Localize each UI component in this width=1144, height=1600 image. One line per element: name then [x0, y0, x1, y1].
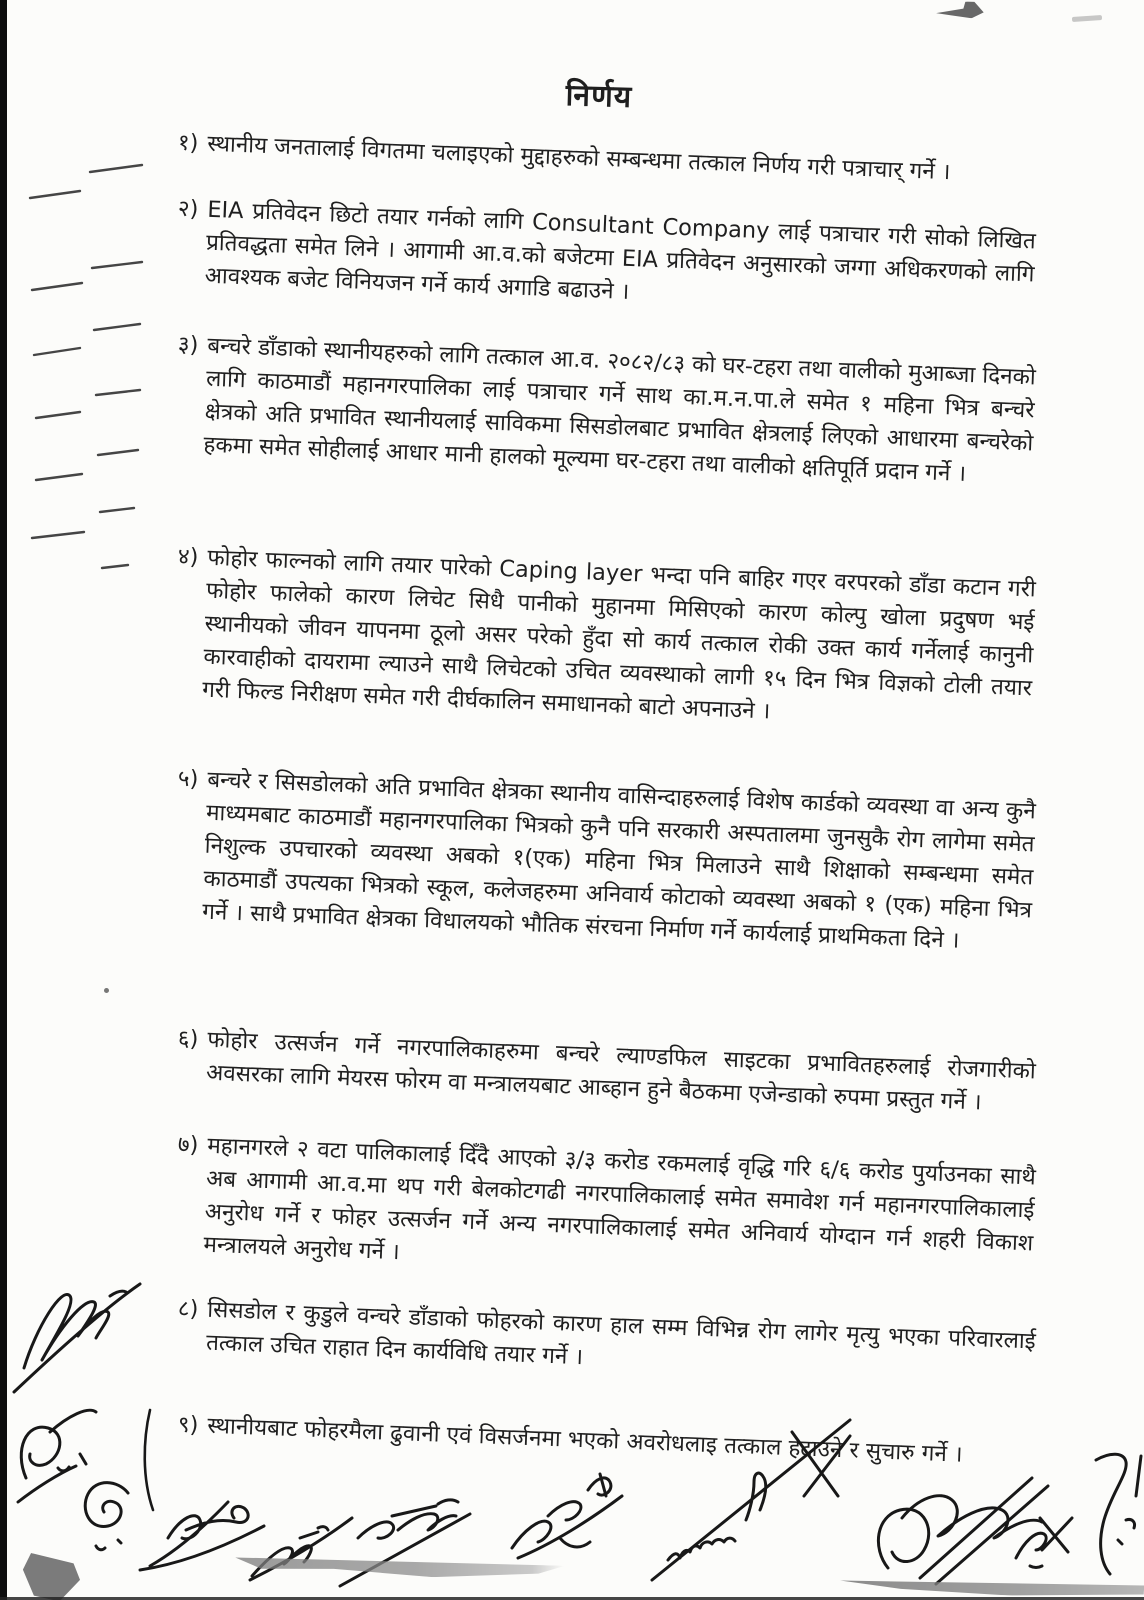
item-text: बन्चरे र सिसडोलको अति प्रभावित क्षेत्रका स्थानीय वासिन्दाहरुलाई विशेष कार्डको व्यवस्था वा अन्य कुनै माध्यमबाट काठमाडौं महानगरपालिका भित्रको कुनै पनि सरकारी अस्पतालमा जुनसुकै रोग लागेमा समेत निशुल्क उपचारको व्यवस्था अबको १(एक) महिना भित्र मिलाउने साथै शिक्षाको सम्बन्धमा समेत काठमाडौं उपत्यका भित्रको स्कूल, कलेजहरुमा अनिवार्य कोटाको व्यवस्था अबको १ (एक) महिना भित्र गर्ने । साथै प्रभावित क्षेत्रका विधालयको भौतिक संरचना निर्माण गर्ने कार्यलाई प्राथमिकता दिने ।: [201, 766, 1037, 954]
decision-item-1: [162, 126, 1037, 193]
scan-dot-artifact: [104, 988, 109, 993]
signature-4: [340, 1500, 470, 1586]
scan-edge-left: [0, 0, 7, 1600]
binding-marks: [12, 150, 162, 580]
scan-streak-left: [235, 1554, 565, 1582]
signature-margin-1: [14, 1284, 140, 1392]
item-text: महानगरले २ वटा पालिकालाई दिँदै आएको ३/३ करोड रकमलाई वृद्धि गरि ६/६ करोड पुर्याउनका साथै अब आगामी आ.व.मा थप गरी बेलकोटगढी नगरपालिकालाई समेत समावेश गर्न महानगरपालिकालाई अनुरोध गर्ने र फोहर उत्सर्जन गर्ने अन्य नगरपालिकालाई समेत अनिवार्य योग्दान गर्न शहरी विकाश मन्त्रालयले अनुरोध गर्ने ।: [203, 1132, 1037, 1266]
scan-smudge-top: [935, 0, 986, 20]
signature-pen-stroke: [145, 1410, 153, 1510]
item-text: फोहोर उत्सर्जन गर्ने नगरपालिकाहरुमा बन्चरे ल्याण्डफिल साइटका प्रभावितहरुलाई रोजगारीको अवसरका लागि मेयरस फोरम वा मन्त्रालयबाट आब्हान हुने बैठकमा एजेन्डाको रुपमा प्रस्तुत गर्ने ।: [205, 1026, 1037, 1116]
decision-item-6: [160, 1022, 1036, 1122]
signature-1: [85, 1483, 128, 1550]
item-number: २): [177, 195, 199, 223]
signature-2: [140, 1502, 264, 1570]
signature-5: [512, 1474, 622, 1558]
item-number: ७): [177, 1131, 199, 1159]
signature-margin-2: [18, 1410, 96, 1502]
decision-item-5: [157, 762, 1037, 960]
signature-7: [878, 1478, 1048, 1584]
item-number: ४): [177, 543, 199, 571]
scan-smudge-top-dash: [1072, 15, 1102, 22]
scan-smudge-blob: [19, 1552, 83, 1600]
scan-streak-right: [840, 1576, 1144, 1599]
item-text: बन्चरे डाँडाको स्थानीयहरुको लागि तत्काल आ.व. २०८२/८३ को घर-टहरा तथा वालीको मुआब्जा दिनको लागि काठमाडौं महानगरपालिका लाई पत्राचार गर्ने साथ का.म.न.पा.ले समेत १ महिना भित्र बन्चरे क्षेत्रको अति प्रभावित स्थानीयलाई साविकमा सिसडोलबाट प्रभावित क्षेत्रलाई लिएको आधारमा बन्चरेको हकमा समेत सोहीलाई आधार मानी हालको मूल्यमा घर-टहरा तथा वालीको क्षतिपूर्ति प्रदान गर्ने ।: [203, 332, 1037, 487]
item-text: स्थानीय जनतालाई विगतमा चलाइएको मुद्दाहरुको सम्बन्धमा तत्काल निर्णय गरी पत्राचार् गर्ने ।: [206, 130, 951, 186]
signature-9: [1096, 1454, 1141, 1574]
item-number: ३): [177, 331, 199, 359]
item-text: EIA प्रतिवेदन छिटो तयार गर्नको लागि Consultant Company लाई पत्राचार गरी सोको लिखित प्रतिवद्धता समेत लिने । आगामी आ.व.को बजेटमा EIA प्रतिवेदन अनुसारको जग्गा अधिकरणको लागि आवश्यक बजेट विनियजन गर्ने कार्य अगाडि बढाउने ।: [204, 196, 1037, 305]
signature-8: [1016, 1518, 1072, 1568]
decision-item-8: [160, 1292, 1036, 1392]
item-number: १): [177, 129, 199, 157]
decision-item-2: [159, 192, 1036, 324]
document-title: निर्णय: [565, 78, 633, 115]
decision-item-4: [157, 540, 1037, 738]
item-number: ८): [177, 1295, 199, 1323]
decision-item-3: [158, 328, 1036, 493]
item-number: ९): [177, 1411, 199, 1439]
item-number: ६): [177, 1025, 199, 1053]
item-text: सिसडोल र कुडुले वन्चरे डाँडाको फोहरको कारण हाल सम्म विभिन्न रोग लागेर मृत्यु भएका परिवारलाई तत्काल उचित राहात दिन कार्यविधि तयार गर्ने ।: [205, 1296, 1037, 1371]
margin-signatures: [6, 1240, 174, 1512]
item-number: ५): [177, 765, 199, 793]
item-text: स्थानीयबाट फोहरमैला ढुवानी एवं विसर्जनमा भएको अवरोधलाइ तत्काल हटाउने र सुचारु गर्ने ।: [206, 1412, 964, 1468]
signature-3: [250, 1518, 352, 1580]
item-text: फोहोर फाल्नको लागि तयार पारेको Caping layer भन्दा पनि बाहिर गएर वरपरको डाँडा कटान गरी फोहोर फालेको कारण लिचेट सिधै पानीको मुहानमा मिसिएको कारण कोल्पु खोला प्रदुषण भई स्थानीयको जीवन यापनमा ठूलो असर परेको हुँदा सो कार्य तत्काल रोकी उक्त कार्य गर्नेलाई कानुनी कारवाहीको दायरामा ल्याउने साथै लिचेटको उचित व्यवस्थाको लागी १५ दिन भित्र विज्ञको टोली तयार गरी फिल्ड निरीक्षण समेत गरी दीर्घकालिन समाधानको बाटो अपनाउने ।: [201, 544, 1037, 725]
decision-item-9: [162, 1408, 1037, 1475]
decision-item-7: [158, 1128, 1036, 1293]
